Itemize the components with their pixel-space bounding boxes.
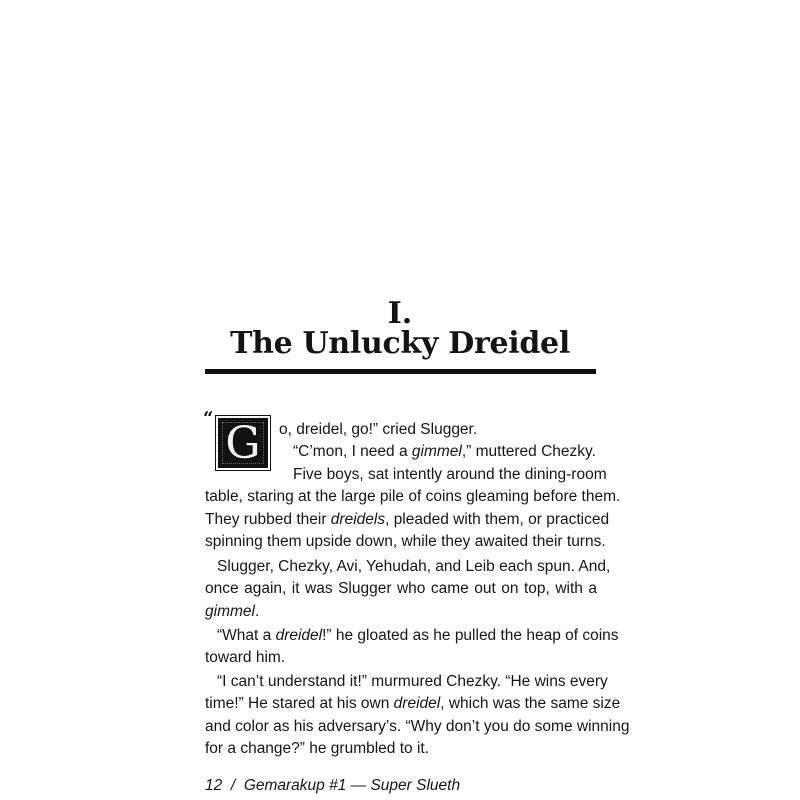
text-line: “I can’t understand it!” murmured Chezky. “He wins every	[217, 673, 608, 690]
text-line: spinning them upside down, while they awaited their turns.	[205, 533, 606, 550]
text-line: They rubbed their dreidels, pleaded with them, or practiced	[205, 511, 610, 528]
text-line: and color as his adversary’s. “Why don’t you do some winning	[205, 718, 630, 735]
text-line: “C’mon, I need a gimmel,” muttered Chezky.	[293, 443, 596, 460]
chapter-number: I.	[387, 296, 413, 331]
title-rule	[205, 369, 596, 374]
drop-cap-letter: G	[225, 418, 261, 468]
text-line: “What a dreidel!” he gloated as he pulled the heap of coins	[217, 627, 619, 644]
text-line: for a change?” he grumbled to it.	[205, 740, 430, 757]
footer-separator: /	[230, 777, 236, 794]
text-line: table, staring at the large pile of coins gleaming before them.	[205, 488, 621, 505]
text-line: toward him.	[205, 649, 286, 666]
running-title: Gemarakup #1 — Super Slueth	[243, 777, 461, 794]
opening-quote-mark: “	[203, 408, 214, 429]
running-footer	[205, 776, 460, 796]
text-line: Five boys, sat intently around the dining-room	[293, 466, 607, 483]
chapter-title: The Unlucky Dreidel	[230, 326, 570, 361]
text-line: o, dreidel, go!” cried Slugger.	[279, 421, 478, 438]
ornamental-drop-cap-icon	[218, 418, 268, 468]
text-line: Slugger, Chezky, Avi, Yehudah, and Leib each spun. And,	[217, 558, 611, 575]
page-number: 12	[205, 777, 223, 794]
text-line: gimmel.	[205, 603, 260, 620]
text-line: time!” He stared at his own dreidel, which was the same size	[205, 695, 621, 712]
text-line: once again, it was Slugger who came out on top, with a	[205, 580, 597, 597]
